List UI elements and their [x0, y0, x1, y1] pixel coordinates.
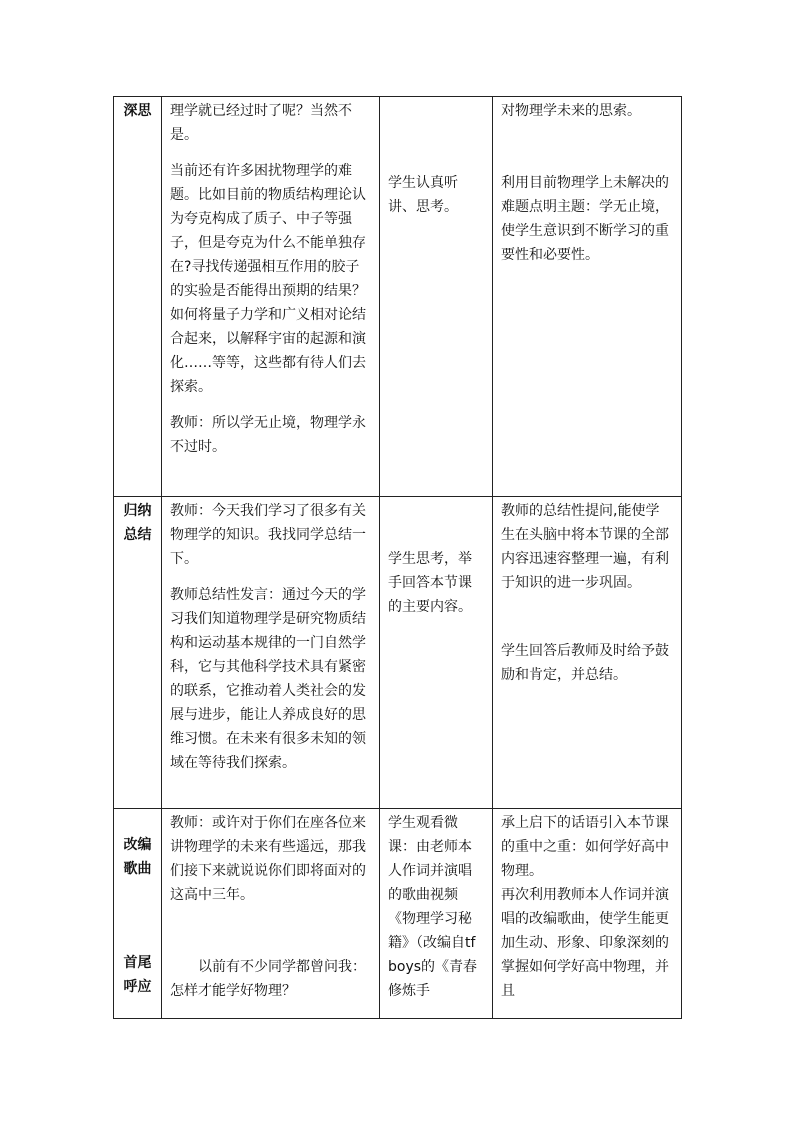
teacher-text: 理学就已经过时了呢？当然不是。: [170, 103, 352, 143]
stage-cell: [114, 809, 162, 1019]
teacher-text: 教师总结性发言：通过今天的学习我们知道物理学是研究物质结构和运动基本规律的一门自然学科，它与其他科学技术具有紧密的联系，它推动着人类社会的发展与进步，能让人养成良好的思维习惯。在未来有很多未知的领域在等待我们探索。: [170, 587, 366, 771]
stage-cell: [114, 497, 162, 809]
lesson-plan-table: [113, 96, 682, 1019]
student-text: 学生思考，举手回答本节课的主要内容。: [388, 551, 472, 615]
table-row: [114, 97, 682, 497]
intent-text: 对物理学未来的思索。: [501, 103, 641, 119]
design-intent-cell: [493, 809, 682, 1019]
student-text: 学生认真听讲、思考。: [388, 175, 458, 215]
stage-label: 归纳: [123, 503, 152, 519]
intent-text: 承上启下的话语引入本节课的重中之重：如何学好高中物理。: [501, 815, 669, 879]
stage-label: 呼应: [123, 979, 152, 995]
intent-text: 利用目前物理学上未解决的难题点明主题：学无止境，使学生意识到不断学习的重要性和必要性。: [501, 175, 669, 263]
stage-label: 歌曲: [123, 861, 152, 877]
student-activity-cell: [380, 497, 493, 809]
stage-label: 总结: [123, 527, 152, 543]
student-text: 学生观看微课：由老师本人作词并演唱的歌曲视频《物理学习秘籍》（改编自tfboys的《青春修炼手: [388, 815, 478, 999]
teacher-activity-cell: [162, 809, 380, 1019]
teacher-activity-cell: [162, 97, 380, 497]
student-activity-cell: [380, 809, 493, 1019]
teacher-text: 教师：所以学无止境，物理学永不过时。: [170, 415, 366, 455]
table-row: [114, 497, 682, 809]
stage-cell: [114, 97, 162, 497]
design-intent-cell: [493, 97, 682, 497]
intent-text: 再次利用教师本人作词并演唱的改编歌曲，使学生能更加生动、形象、印象深刻的掌握如何学好高中物理，并且: [501, 887, 669, 999]
stage-label: 首尾: [123, 955, 152, 971]
student-activity-cell: [380, 97, 493, 497]
teacher-text: 当前还有许多困扰物理学的难题。比如目前的物质结构理论认为夸克构成了质子、中子等强子，但是夸克为什么不能单独存在?寻找传递强相互作用的胶子的实验是否能得出预期的结果？如何将量子力学和广义相对论结合起来，以解释宇宙的起源和演化……等等，这些都有待人们去探索。: [170, 163, 366, 395]
intent-text: 学生回答后教师及时给予鼓励和肯定，并总结。: [501, 643, 669, 683]
table-row: [114, 809, 682, 1019]
teacher-text: 教师：或许对于你们在座各位来讲物理学的未来有些遥远，那我们接下来就说说你们即将面对的这高中三年。: [170, 815, 366, 903]
design-intent-cell: [493, 497, 682, 809]
stage-label: 改编: [123, 837, 152, 853]
teacher-text: 以前有不少同学都曾问我：怎样才能学好物理？: [170, 959, 366, 999]
teacher-text: 教师：今天我们学习了很多有关物理学的知识。我找同学总结一下。: [170, 503, 366, 567]
intent-text: 教师的总结性提问,能使学生在头脑中将本节课的全部内容迅速容整理一遍，有利于知识的进一步巩固。: [501, 503, 669, 591]
teacher-activity-cell: [162, 497, 380, 809]
stage-label: 深思: [123, 103, 152, 119]
